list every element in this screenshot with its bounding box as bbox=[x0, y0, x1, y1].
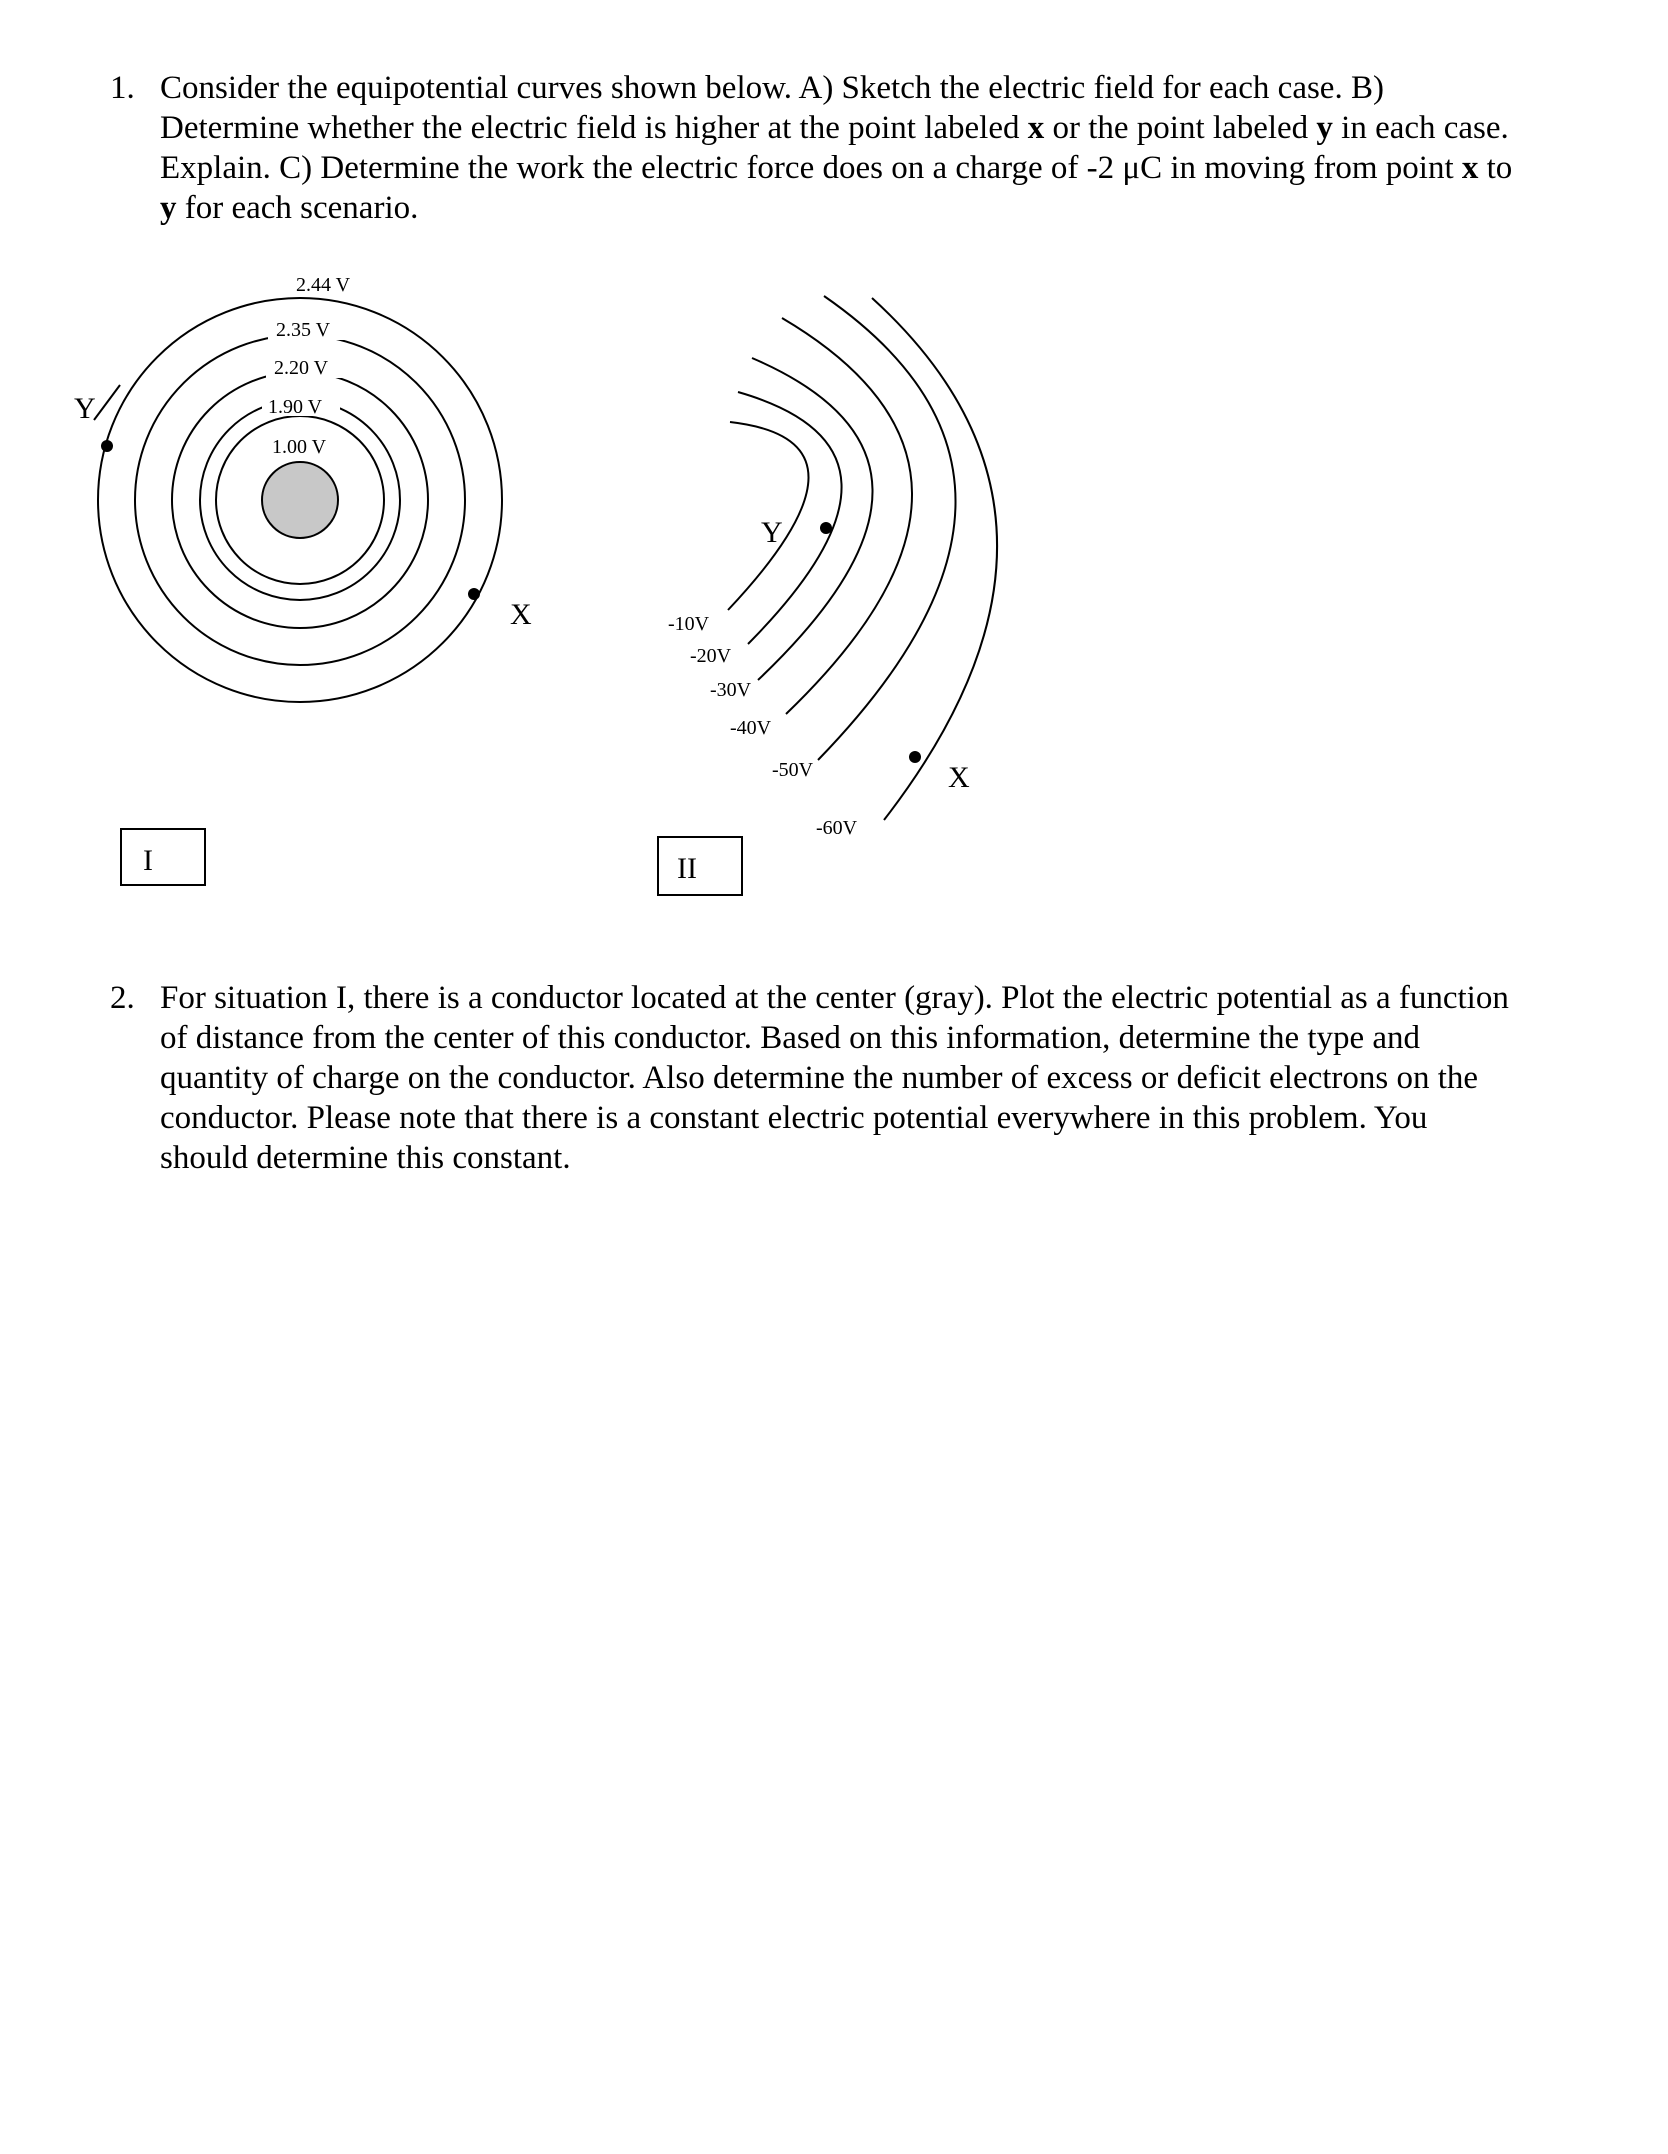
point-x-II-label: X bbox=[948, 761, 970, 794]
question-2 bbox=[110, 978, 1610, 1188]
text-line: Explain. C) Determine the work the electric force does on a charge of -2 μC in moving from point x to bbox=[160, 150, 1513, 186]
figure-I-label: I bbox=[143, 844, 153, 877]
potential-label--20V: -20V bbox=[690, 645, 732, 667]
question-2-number: 2. bbox=[110, 980, 135, 1016]
text-line: conductor. Please note that there is a constant electric potential everywhere in this problem. You bbox=[160, 1100, 1428, 1136]
conductor bbox=[262, 462, 338, 538]
potential-label-2.20: 2.20 V bbox=[274, 357, 329, 379]
figure-I-label-box bbox=[121, 829, 205, 885]
point-y-II-label: Y bbox=[761, 516, 783, 549]
equipotential-curve--40V bbox=[782, 318, 912, 714]
bold-label: y bbox=[160, 190, 177, 226]
potential-label-2.44: 2.44 V bbox=[296, 274, 351, 296]
text-line: quantity of charge on the conductor. Also determine the number of excess or deficit electrons on the bbox=[160, 1060, 1479, 1096]
bold-label: x bbox=[1461, 150, 1479, 186]
bold-label: x bbox=[1027, 110, 1045, 146]
potential-label--50V: -50V bbox=[772, 759, 814, 781]
text-line: Determine whether the electric field is higher at the point labeled x or the point labeled y in each case. bbox=[160, 110, 1509, 146]
text-line: should determine this constant. bbox=[160, 1140, 571, 1176]
equipotential-curve--60V bbox=[872, 298, 997, 820]
text-line: of distance from the center of this conductor. Based on this information, determine the type and bbox=[160, 1020, 1421, 1056]
figure-II-label: II bbox=[677, 852, 697, 885]
question-2-text bbox=[160, 978, 1509, 1178]
potential-label-1.00: 1.00 V bbox=[272, 436, 327, 458]
potential-label-2.35: 2.35 V bbox=[276, 319, 331, 341]
point-x bbox=[468, 588, 480, 600]
potential-label-1.90: 1.90 V bbox=[268, 396, 323, 418]
question-1-number: 1. bbox=[110, 70, 135, 106]
point-x-II bbox=[909, 751, 921, 763]
point-y-II bbox=[820, 522, 832, 534]
figure-II-label-box bbox=[658, 837, 742, 895]
text-line: y for each scenario. bbox=[160, 190, 419, 226]
point-x-label: X bbox=[510, 598, 532, 631]
potential-label--40V: -40V bbox=[730, 717, 772, 739]
text-line: Consider the equipotential curves shown below. A) Sketch the electric field for each case. B) bbox=[160, 70, 1384, 106]
potential-label--60V: -60V bbox=[816, 817, 858, 839]
potential-label--30V: -30V bbox=[710, 679, 752, 701]
point-y-label: Y bbox=[74, 392, 96, 425]
point-y bbox=[101, 440, 113, 452]
bold-label: y bbox=[1316, 110, 1333, 146]
figure-II bbox=[728, 296, 997, 820]
potential-label--10V: -10V bbox=[668, 613, 710, 635]
text-line: For situation I, there is a conductor located at the center (gray). Plot the electric potential as a function bbox=[160, 980, 1509, 1016]
